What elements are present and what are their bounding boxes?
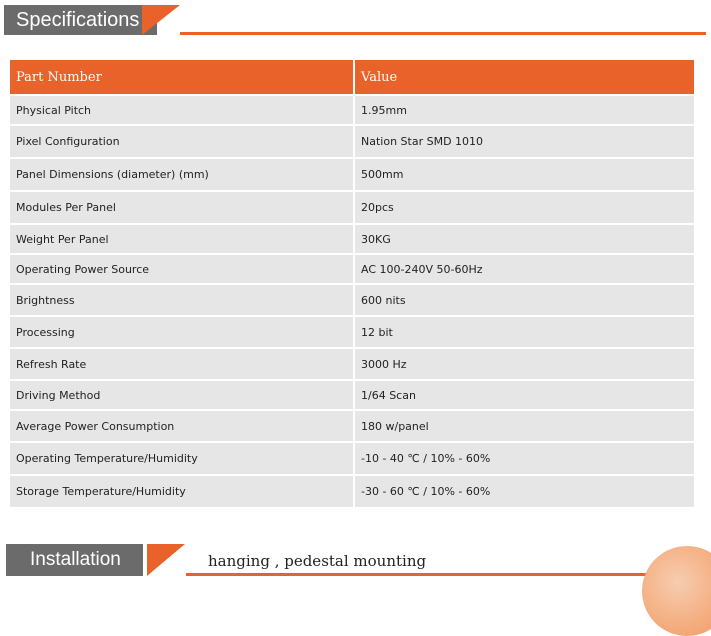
row-label: Physical Pitch [10, 96, 355, 124]
table-header-row [10, 60, 694, 94]
table-row [10, 192, 694, 223]
row-value: AC 100-240V 50-60Hz [355, 255, 694, 283]
table-row [10, 225, 694, 253]
table-row [10, 285, 694, 315]
row-value: 20pcs [355, 192, 694, 223]
column-header-value: Value [355, 60, 694, 94]
row-value: -10 - 40 ℃ / 10% - 60% [355, 443, 694, 474]
row-label: Brightness [10, 285, 355, 315]
installation-title: Installation [6, 544, 143, 576]
row-label: Average Power Consumption [10, 411, 355, 441]
header-accent-wedge [142, 5, 180, 35]
row-value: 1.95mm [355, 96, 694, 124]
spec-table [10, 58, 694, 509]
row-value: Nation Star SMD 1010 [355, 126, 694, 157]
installation-accent-line [186, 573, 646, 576]
table-row [10, 349, 694, 379]
table-row [10, 96, 694, 124]
row-value: 3000 Hz [355, 349, 694, 379]
row-label: Weight Per Panel [10, 225, 355, 253]
table-row [10, 126, 694, 157]
row-label: Refresh Rate [10, 349, 355, 379]
table-row [10, 255, 694, 283]
column-header-part-number: Part Number [10, 60, 355, 94]
row-value: 12 bit [355, 317, 694, 347]
installation-text: hanging , pedestal mounting [208, 552, 427, 570]
table-row [10, 317, 694, 347]
row-value: 180 w/panel [355, 411, 694, 441]
specifications-header [0, 0, 711, 40]
row-value: 500mm [355, 159, 694, 190]
row-label: Operating Temperature/Humidity [10, 443, 355, 474]
specifications-title: Specifications [4, 5, 157, 35]
table-row [10, 443, 694, 474]
table-row [10, 411, 694, 441]
row-label: Pixel Configuration [10, 126, 355, 157]
table-row [10, 476, 694, 507]
row-value: -30 - 60 ℃ / 10% - 60% [355, 476, 694, 507]
table-row [10, 381, 694, 409]
decorative-circle [642, 546, 711, 636]
installation-accent-wedge [147, 544, 185, 576]
header-accent-line [180, 32, 706, 35]
row-value: 600 nits [355, 285, 694, 315]
row-label: Panel Dimensions (diameter) (mm) [10, 159, 355, 190]
table-row [10, 159, 694, 190]
row-label: Operating Power Source [10, 255, 355, 283]
row-value: 1/64 Scan [355, 381, 694, 409]
row-label: Modules Per Panel [10, 192, 355, 223]
row-label: Storage Temperature/Humidity [10, 476, 355, 507]
row-value: 30KG [355, 225, 694, 253]
row-label: Processing [10, 317, 355, 347]
row-label: Driving Method [10, 381, 355, 409]
